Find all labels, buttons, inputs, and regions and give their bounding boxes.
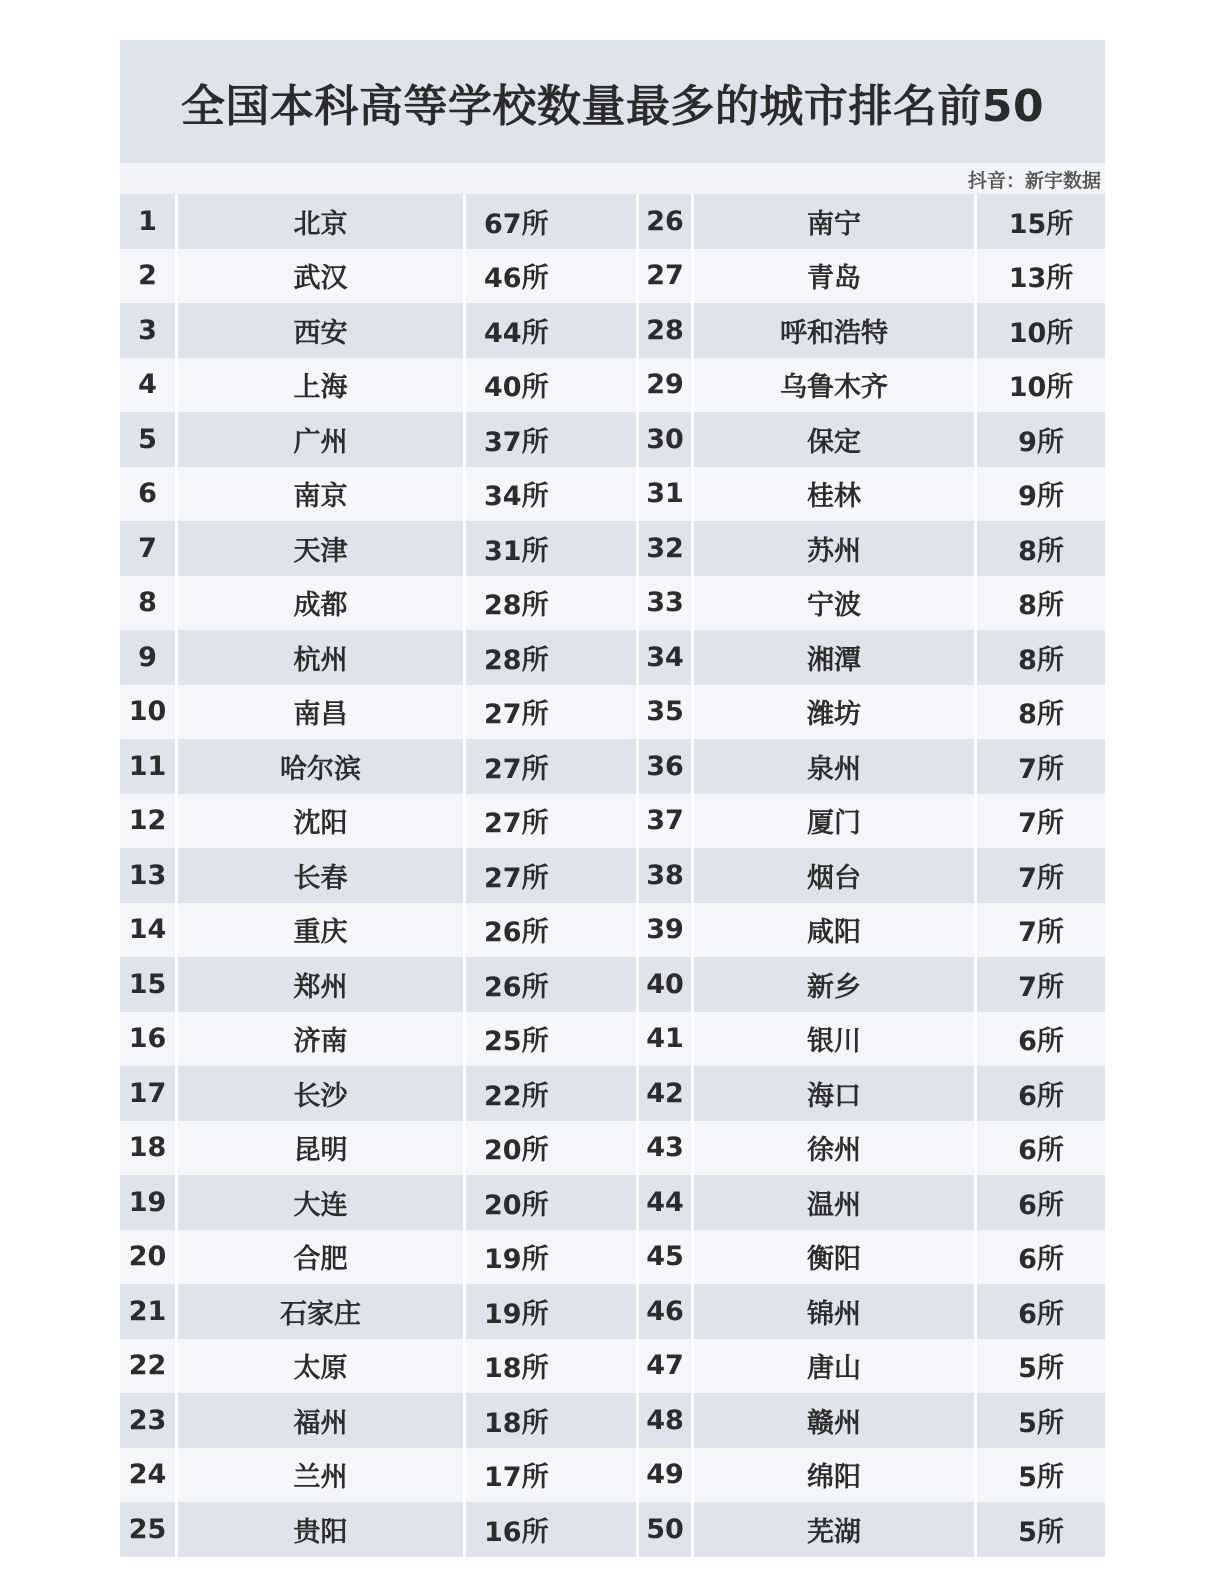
city-cell: 郑州 (177, 957, 465, 1012)
count-cell: 20所 (465, 1175, 638, 1230)
city-cell: 长沙 (177, 1066, 465, 1121)
count-cell: 40所 (465, 358, 638, 413)
rank-cell: 35 (638, 685, 693, 740)
table-row (120, 794, 1105, 849)
table-row (120, 903, 1105, 958)
count-cell: 8所 (976, 630, 1106, 685)
rank-cell: 29 (638, 358, 693, 413)
rank-cell: 22 (120, 1339, 177, 1394)
table-row (120, 521, 1105, 576)
rank-cell: 25 (120, 1502, 177, 1557)
city-cell: 锦州 (693, 1284, 976, 1339)
table-row (120, 412, 1105, 467)
title-bar (120, 40, 1105, 163)
city-cell: 兰州 (177, 1448, 465, 1503)
city-cell: 杭州 (177, 630, 465, 685)
count-cell: 6所 (976, 1175, 1106, 1230)
count-cell: 9所 (976, 412, 1106, 467)
rank-cell: 41 (638, 1012, 693, 1067)
count-cell: 27所 (465, 739, 638, 794)
rank-cell: 26 (638, 194, 693, 249)
count-cell: 27所 (465, 685, 638, 740)
table-row (120, 249, 1105, 304)
count-cell: 46所 (465, 249, 638, 304)
city-cell: 乌鲁木齐 (693, 358, 976, 413)
city-cell: 合肥 (177, 1230, 465, 1285)
count-cell: 7所 (976, 848, 1106, 903)
city-cell: 绵阳 (693, 1448, 976, 1503)
city-cell: 烟台 (693, 848, 976, 903)
count-cell: 22所 (465, 1066, 638, 1121)
city-cell: 天津 (177, 521, 465, 576)
city-cell: 昆明 (177, 1121, 465, 1176)
table-row (120, 685, 1105, 740)
rank-cell: 38 (638, 848, 693, 903)
rank-cell: 45 (638, 1230, 693, 1285)
table-row (120, 1284, 1105, 1339)
rank-cell: 5 (120, 412, 177, 467)
table-row (120, 1230, 1105, 1285)
count-cell: 18所 (465, 1393, 638, 1448)
rank-cell: 39 (638, 903, 693, 958)
city-cell: 保定 (693, 412, 976, 467)
count-cell: 6所 (976, 1284, 1106, 1339)
city-cell: 厦门 (693, 794, 976, 849)
rank-cell: 8 (120, 576, 177, 631)
count-cell: 27所 (465, 794, 638, 849)
count-cell: 7所 (976, 903, 1106, 958)
count-cell: 13所 (976, 249, 1106, 304)
count-cell: 5所 (976, 1448, 1106, 1503)
rank-cell: 3 (120, 303, 177, 358)
rank-cell: 27 (638, 249, 693, 304)
rank-cell: 28 (638, 303, 693, 358)
table-row (120, 848, 1105, 903)
rank-cell: 17 (120, 1066, 177, 1121)
count-cell: 8所 (976, 576, 1106, 631)
rank-cell: 40 (638, 957, 693, 1012)
rank-cell: 36 (638, 739, 693, 794)
table-row (120, 467, 1105, 522)
rank-cell: 49 (638, 1448, 693, 1503)
count-cell: 5所 (976, 1339, 1106, 1394)
count-cell: 6所 (976, 1230, 1106, 1285)
count-cell: 8所 (976, 685, 1106, 740)
rank-cell: 4 (120, 358, 177, 413)
city-cell: 徐州 (693, 1121, 976, 1176)
city-cell: 上海 (177, 358, 465, 413)
count-cell: 44所 (465, 303, 638, 358)
rank-cell: 9 (120, 630, 177, 685)
rank-cell: 11 (120, 739, 177, 794)
table-row (120, 303, 1105, 358)
rank-cell: 21 (120, 1284, 177, 1339)
rank-cell: 20 (120, 1230, 177, 1285)
rank-cell: 31 (638, 467, 693, 522)
city-cell: 衡阳 (693, 1230, 976, 1285)
count-cell: 7所 (976, 739, 1106, 794)
city-cell: 新乡 (693, 957, 976, 1012)
table-row (120, 1121, 1105, 1176)
count-cell: 26所 (465, 957, 638, 1012)
city-cell: 武汉 (177, 249, 465, 304)
table-row (120, 739, 1105, 794)
count-cell: 19所 (465, 1230, 638, 1285)
ranking-sheet (120, 40, 1105, 1557)
rank-cell: 30 (638, 412, 693, 467)
count-cell: 37所 (465, 412, 638, 467)
count-cell: 10所 (976, 358, 1106, 413)
city-cell: 芜湖 (693, 1502, 976, 1557)
city-cell: 宁波 (693, 576, 976, 631)
rank-cell: 16 (120, 1012, 177, 1067)
count-cell: 7所 (976, 794, 1106, 849)
city-cell: 青岛 (693, 249, 976, 304)
rank-cell: 1 (120, 194, 177, 249)
table-row (120, 1339, 1105, 1394)
city-cell: 海口 (693, 1066, 976, 1121)
count-cell: 19所 (465, 1284, 638, 1339)
rank-cell: 19 (120, 1175, 177, 1230)
city-cell: 泉州 (693, 739, 976, 794)
rank-cell: 43 (638, 1121, 693, 1176)
city-cell: 唐山 (693, 1339, 976, 1394)
table-row (120, 358, 1105, 413)
city-cell: 哈尔滨 (177, 739, 465, 794)
table-row (120, 630, 1105, 685)
table-row (120, 957, 1105, 1012)
city-cell: 成都 (177, 576, 465, 631)
count-cell: 8所 (976, 521, 1106, 576)
rank-cell: 2 (120, 249, 177, 304)
rank-cell: 50 (638, 1502, 693, 1557)
city-cell: 赣州 (693, 1393, 976, 1448)
city-cell: 沈阳 (177, 794, 465, 849)
count-cell: 15所 (976, 194, 1106, 249)
rank-cell: 37 (638, 794, 693, 849)
table-row (120, 1393, 1105, 1448)
table-row (120, 1175, 1105, 1230)
count-cell: 6所 (976, 1121, 1106, 1176)
table-row (120, 194, 1105, 249)
table-row (120, 1448, 1105, 1503)
count-cell: 26所 (465, 903, 638, 958)
city-cell: 长春 (177, 848, 465, 903)
count-cell: 7所 (976, 957, 1106, 1012)
rank-cell: 10 (120, 685, 177, 740)
city-cell: 重庆 (177, 903, 465, 958)
city-cell: 咸阳 (693, 903, 976, 958)
rank-cell: 44 (638, 1175, 693, 1230)
count-cell: 6所 (976, 1066, 1106, 1121)
city-cell: 潍坊 (693, 685, 976, 740)
rank-cell: 7 (120, 521, 177, 576)
city-cell: 苏州 (693, 521, 976, 576)
rank-cell: 12 (120, 794, 177, 849)
city-cell: 南京 (177, 467, 465, 522)
count-cell: 16所 (465, 1502, 638, 1557)
ranking-table-body (120, 194, 1105, 1557)
rank-cell: 14 (120, 903, 177, 958)
city-cell: 石家庄 (177, 1284, 465, 1339)
table-row (120, 1066, 1105, 1121)
city-cell: 温州 (693, 1175, 976, 1230)
count-cell: 17所 (465, 1448, 638, 1503)
city-cell: 桂林 (693, 467, 976, 522)
rank-cell: 32 (638, 521, 693, 576)
rank-cell: 46 (638, 1284, 693, 1339)
city-cell: 银川 (693, 1012, 976, 1067)
count-cell: 5所 (976, 1502, 1106, 1557)
rank-cell: 18 (120, 1121, 177, 1176)
city-cell: 福州 (177, 1393, 465, 1448)
city-cell: 南昌 (177, 685, 465, 740)
count-cell: 67所 (465, 194, 638, 249)
city-cell: 广州 (177, 412, 465, 467)
count-cell: 10所 (976, 303, 1106, 358)
rank-cell: 47 (638, 1339, 693, 1394)
city-cell: 南宁 (693, 194, 976, 249)
source-row (120, 163, 1105, 194)
table-row (120, 1502, 1105, 1557)
count-cell: 5所 (976, 1393, 1106, 1448)
count-cell: 28所 (465, 630, 638, 685)
city-cell: 济南 (177, 1012, 465, 1067)
rank-cell: 15 (120, 957, 177, 1012)
page-title: 全国本科高等学校数量最多的城市排名前50 (180, 80, 1045, 132)
count-cell: 27所 (465, 848, 638, 903)
table-row (120, 1012, 1105, 1067)
count-cell: 18所 (465, 1339, 638, 1394)
city-cell: 大连 (177, 1175, 465, 1230)
rank-cell: 48 (638, 1393, 693, 1448)
city-cell: 西安 (177, 303, 465, 358)
city-cell: 贵阳 (177, 1502, 465, 1557)
city-cell: 呼和浩特 (693, 303, 976, 358)
count-cell: 6所 (976, 1012, 1106, 1067)
city-cell: 太原 (177, 1339, 465, 1394)
rank-cell: 23 (120, 1393, 177, 1448)
rank-cell: 6 (120, 467, 177, 522)
source-credit: 抖音：新宇数据 (967, 170, 1101, 192)
table-row (120, 576, 1105, 631)
count-cell: 31所 (465, 521, 638, 576)
count-cell: 25所 (465, 1012, 638, 1067)
count-cell: 9所 (976, 467, 1106, 522)
city-cell: 湘潭 (693, 630, 976, 685)
rank-cell: 24 (120, 1448, 177, 1503)
rank-cell: 34 (638, 630, 693, 685)
count-cell: 28所 (465, 576, 638, 631)
rank-cell: 42 (638, 1066, 693, 1121)
rank-cell: 13 (120, 848, 177, 903)
rank-cell: 33 (638, 576, 693, 631)
count-cell: 34所 (465, 467, 638, 522)
city-cell: 北京 (177, 194, 465, 249)
ranking-table (120, 194, 1105, 1557)
count-cell: 20所 (465, 1121, 638, 1176)
